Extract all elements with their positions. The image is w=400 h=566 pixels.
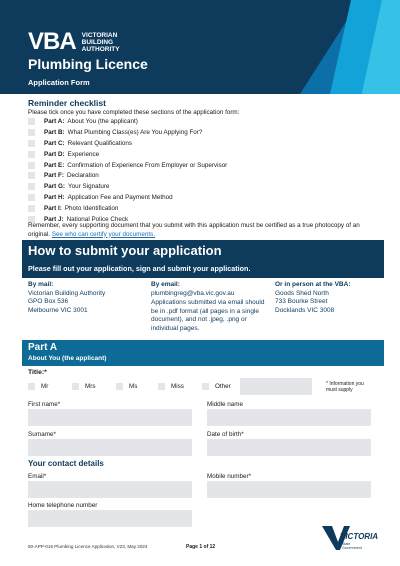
checklist-checkbox[interactable] [28,194,35,201]
logo-line: VICTORIAN [81,31,118,39]
checklist-text: About You (the applicant) [67,117,138,125]
email-field[interactable] [28,481,192,498]
certify-note [28,222,378,239]
title-other-label: Other [215,383,231,390]
person-line: Docklands VIC 3008 [275,306,335,314]
title-mr-checkbox[interactable] [28,383,35,390]
middle-name-field[interactable] [207,409,371,426]
page-subtitle: Application Form [28,78,90,87]
checklist-checkbox[interactable] [28,172,35,179]
first-name-field[interactable] [28,409,192,426]
vic-sub-line: Government [342,546,362,550]
parta-subheading: About You (the applicant) [28,355,107,362]
info-note: * Information you must supply [326,381,364,393]
mobile-field[interactable] [207,481,371,498]
title-mrs-checkbox[interactable] [72,383,79,390]
howto-heading: How to submit your application [28,243,222,258]
form-code: 50-APP-016 Plumbing Licence Application, V23, May 2024 [28,544,148,549]
checklist-checkbox[interactable] [28,140,35,147]
checklist-item [28,149,227,160]
submit-in-person [275,281,385,315]
checklist-text: Experience [67,150,100,158]
page-number: Page 1 of 12 [186,544,216,550]
mail-heading: By mail: [28,281,54,288]
parta-heading: Part A [28,342,58,353]
reminder-heading: Reminder checklist [28,98,106,108]
reminder-checklist [28,116,227,225]
checklist-checkbox[interactable] [28,151,35,158]
checklist-checkbox[interactable] [28,183,35,190]
mail-line: GPO Box 536 [28,298,69,305]
middle-name-label: Middle name [207,401,244,408]
vic-sub-line: State [342,542,351,546]
checklist-part: Part J: [44,215,64,223]
email-label: Email* [28,473,47,480]
dob-field[interactable] [207,439,371,456]
dob-label: Date of birth* [207,431,244,438]
home-phone-label: Home telephone number [28,502,98,509]
checklist-text: Declaration [66,172,99,180]
surname-label: Surname* [28,431,57,438]
title-ms-label: Ms [129,383,138,390]
person-line: Goods Shed North [275,289,329,297]
title-other-checkbox[interactable] [202,383,209,390]
submit-by-mail [28,281,128,315]
page-title: Plumbing Licence [28,56,148,72]
checklist-text: Application Fee and Payment Method [67,194,173,202]
title-label: Title:* [28,369,47,376]
title-mrs-label: Mrs [85,383,96,390]
checklist-part: Part G: [44,183,65,191]
surname-field[interactable] [28,439,192,456]
checklist-checkbox[interactable] [28,205,35,212]
checklist-text: Relevant Qualifications [67,139,133,147]
checklist-part: Part I: [44,205,62,213]
checklist-item [28,116,227,127]
victoria-wordmark: VICTORIA [340,532,379,541]
vba-logo-mark: VBA [28,28,76,55]
howto-subheading: Please fill out your application, sign and submit your application. [28,264,251,273]
checklist-text: Your Signature [68,183,110,191]
home-phone-field[interactable] [28,510,192,527]
checklist-text: Confirmation of Experience From Employer or Supervisor [67,161,228,169]
logo-line: BUILDING [81,38,114,46]
victoria-sub [342,542,362,550]
checklist-part: Part H: [44,194,65,202]
checklist-part: Part D: [44,150,65,158]
checklist-item [28,127,227,138]
certify-link[interactable]: See who can certify your documents. [51,230,156,238]
checklist-checkbox[interactable] [28,118,35,125]
checklist-item [28,203,227,214]
certify-note-text: Remember, every supporting document that you submit with this application must be certified as a true photocopy of an original. [28,222,360,238]
title-ms-checkbox[interactable] [116,383,123,390]
title-miss-label: Miss [171,383,184,390]
checklist-checkbox[interactable] [28,162,35,169]
parta-banner [22,340,384,366]
title-mr-label: Mr [41,383,49,390]
mail-line: Melbourne VIC 3001 [28,306,88,314]
checklist-part: Part C: [44,139,65,147]
checklist-part: Part A: [44,117,65,125]
submit-by-email [151,281,267,333]
checklist-item [28,181,227,192]
person-heading: Or in person at the VBA: [275,281,351,288]
title-miss-checkbox[interactable] [158,383,165,390]
checklist-text: National Police Check [66,215,129,223]
reminder-intro: Please tick once you have completed these sections of the application form: [28,109,240,116]
contact-details-heading: Your contact details [28,459,104,468]
checklist-checkbox[interactable] [28,129,35,136]
person-line: 733 Bourke Street [275,298,328,305]
logo-line: AUTHORITY [81,45,120,53]
vba-logo-text [82,32,120,53]
email-address[interactable]: plumbingreg@vba.vic.gov.au [151,289,235,297]
checklist-item [28,192,227,203]
checklist-item [28,170,227,181]
email-instructions: Applications submitted via email should be in .pdf format (all pages in a single document), and not .jpeg, .png or individual pages. [151,299,265,332]
checklist-part: Part E: [44,161,65,169]
checklist-text: What Plumbing Class(es) Are You Applying For? [67,128,203,136]
checklist-part: Part B: [44,128,65,136]
first-name-label: First name* [28,401,61,408]
checklist-item [28,160,227,171]
vba-logo [28,30,120,54]
checklist-part: Part F: [44,172,64,180]
mail-line: Victorian Building Authority [28,289,106,297]
checklist-text: Photo Identification [64,205,119,213]
title-other-input[interactable] [240,378,312,395]
mobile-label: Mobile number* [207,473,252,480]
email-heading: By email: [151,281,180,288]
checklist-item [28,138,227,149]
